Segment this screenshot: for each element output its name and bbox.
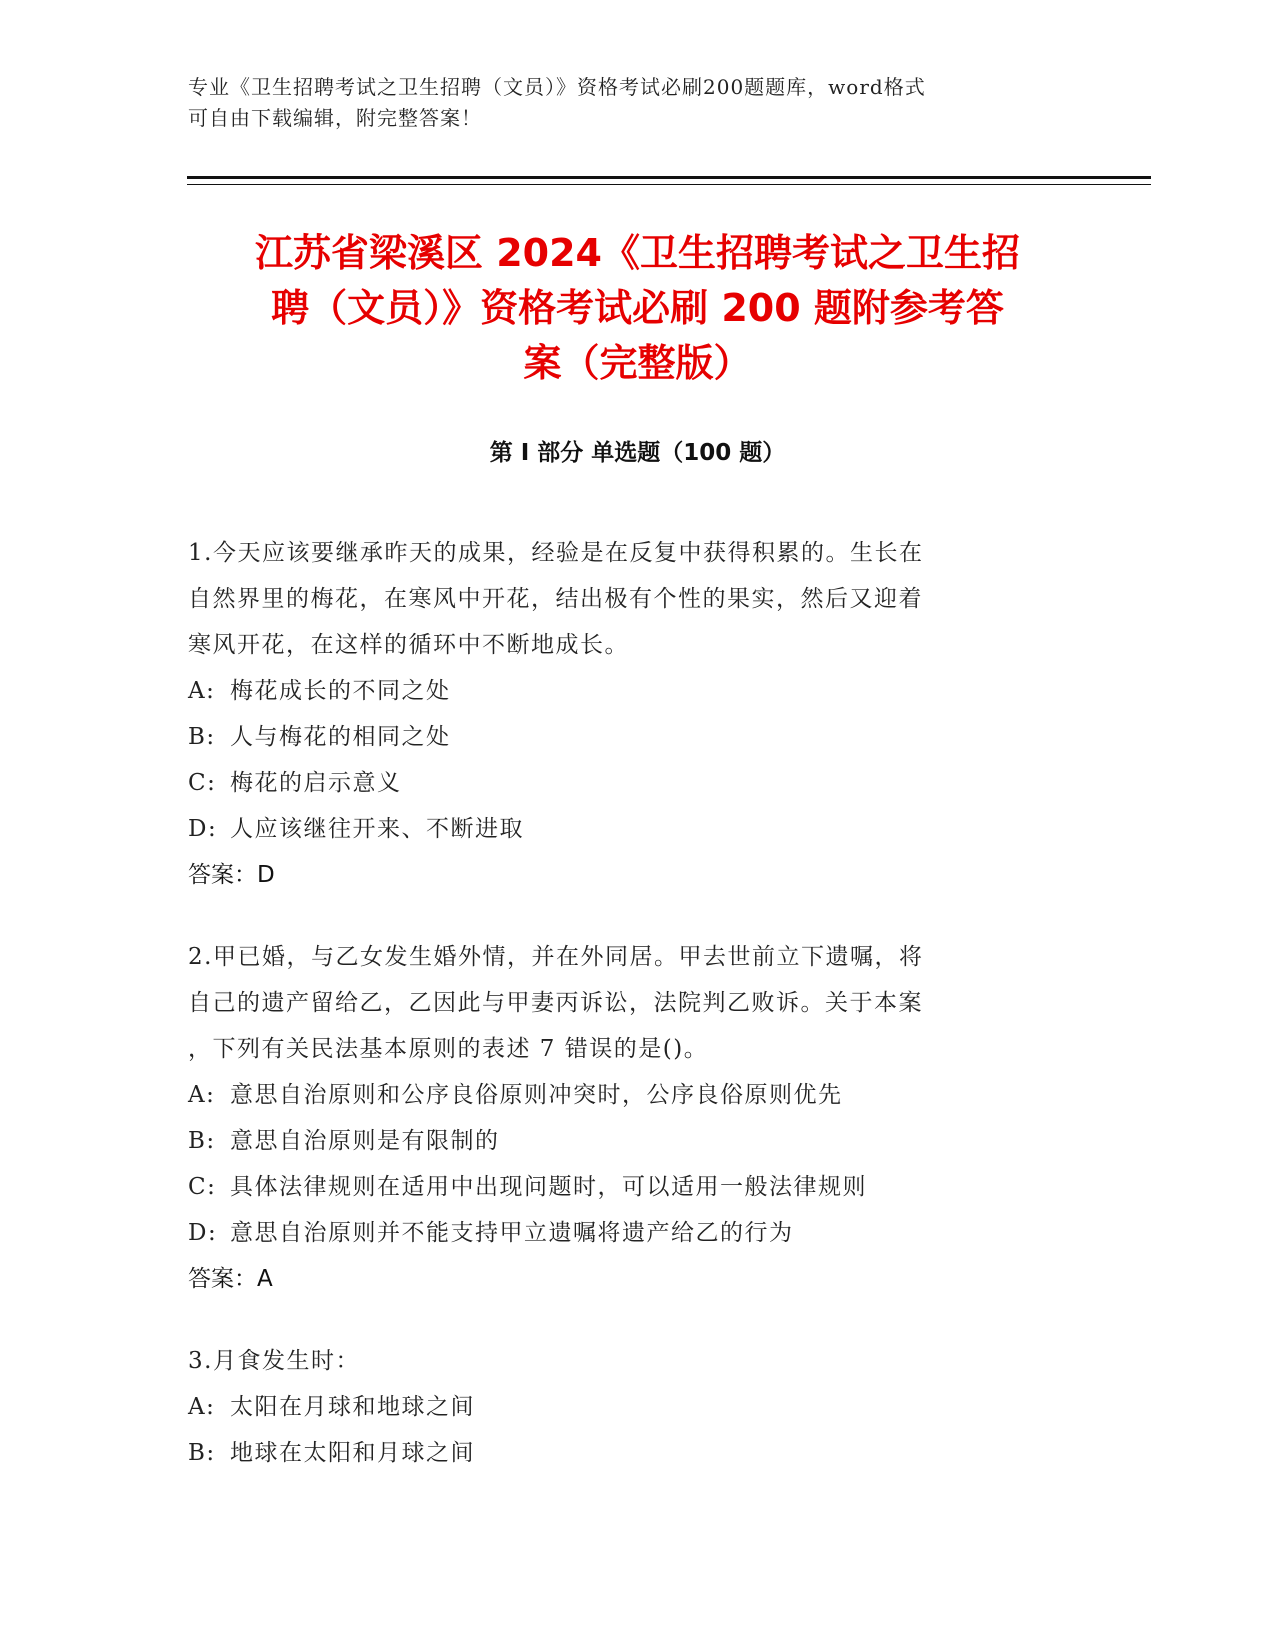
option-text: 具体法律规则在适用中出现问题时，可以适用一般法律规则	[230, 1174, 867, 1200]
header-note-line: 可自由下载编辑，附完整答案！	[188, 106, 482, 130]
option-text: 地球在太阳和月球之间	[230, 1440, 475, 1466]
option-d	[188, 806, 1068, 852]
option-letter: A:	[188, 1394, 216, 1420]
header-note	[188, 72, 1068, 134]
option-letter: A:	[188, 678, 216, 704]
option-b	[188, 1118, 1068, 1164]
option-c	[188, 1164, 1068, 1210]
title-line: 案（完整版）	[523, 341, 752, 385]
answer-line: 答案：A	[188, 1266, 273, 1292]
title-line: 江苏省梁溪区 2024《卫生招聘考试之卫生招	[255, 231, 1020, 275]
option-letter: A:	[188, 1082, 216, 1108]
question-stem-line: 3.月食发生时：	[188, 1348, 360, 1374]
option-text: 人与梅花的相同之处	[230, 724, 451, 750]
question-stem-line: 自然界里的梅花，在寒风中开花，结出极有个性的果实，然后又迎着	[188, 586, 923, 612]
answer-line: 答案：D	[188, 862, 275, 888]
option-letter: C:	[188, 770, 217, 796]
question-stem-line: 1.今天应该要继承昨天的成果，经验是在反复中获得积累的。生长在	[188, 540, 924, 566]
option-letter: B:	[188, 1440, 216, 1466]
option-b	[188, 1430, 1068, 1476]
option-text: 梅花的启示意义	[230, 770, 402, 796]
option-a	[188, 668, 1068, 714]
question-stem-line: 2.甲已婚，与乙女发生婚外情，并在外同居。甲去世前立下遗嘱，将	[188, 944, 924, 970]
option-c	[188, 760, 1068, 806]
option-letter: C:	[188, 1174, 217, 1200]
option-b	[188, 714, 1068, 760]
option-text: 意思自治原则和公序良俗原则冲突时，公序良俗原则优先	[230, 1082, 843, 1108]
document-title	[180, 226, 1095, 391]
option-text: 人应该继往开来、不断进取	[230, 816, 524, 842]
option-text: 意思自治原则是有限制的	[230, 1128, 500, 1154]
option-text: 太阳在月球和地球之间	[230, 1394, 475, 1420]
title-line: 聘（文员）》资格考试必刷 200 题附参考答	[271, 286, 1004, 330]
question-item	[188, 934, 1068, 1302]
option-letter: B:	[188, 1128, 216, 1154]
section-title: 第 I 部分 单选题（100 题）	[489, 440, 786, 466]
option-letter: D:	[188, 1220, 218, 1246]
header-divider-thin	[187, 184, 1151, 185]
question-stem-line: ，下列有关民法基本原则的表述 7 错误的是()。	[188, 1036, 709, 1062]
option-d	[188, 1210, 1068, 1256]
header-note-line: 专业《卫生招聘考试之卫生招聘（文员）》资格考试必刷200题题库，word格式	[188, 75, 926, 99]
option-letter: B:	[188, 724, 216, 750]
question-item	[188, 530, 1068, 898]
question-stem-line: 寒风开花，在这样的循环中不断地成长。	[188, 632, 629, 658]
question-stem-line: 自己的遗产留给乙，乙因此与甲妻丙诉讼，法院判乙败诉。关于本案	[188, 990, 923, 1016]
header-divider-thick	[187, 176, 1151, 179]
question-list	[188, 530, 1068, 1512]
option-text: 意思自治原则并不能支持甲立遗嘱将遗产给乙的行为	[230, 1220, 794, 1246]
option-a	[188, 1384, 1068, 1430]
option-text: 梅花成长的不同之处	[230, 678, 451, 704]
option-letter: D:	[188, 816, 218, 842]
option-a	[188, 1072, 1068, 1118]
question-item	[188, 1338, 1068, 1476]
